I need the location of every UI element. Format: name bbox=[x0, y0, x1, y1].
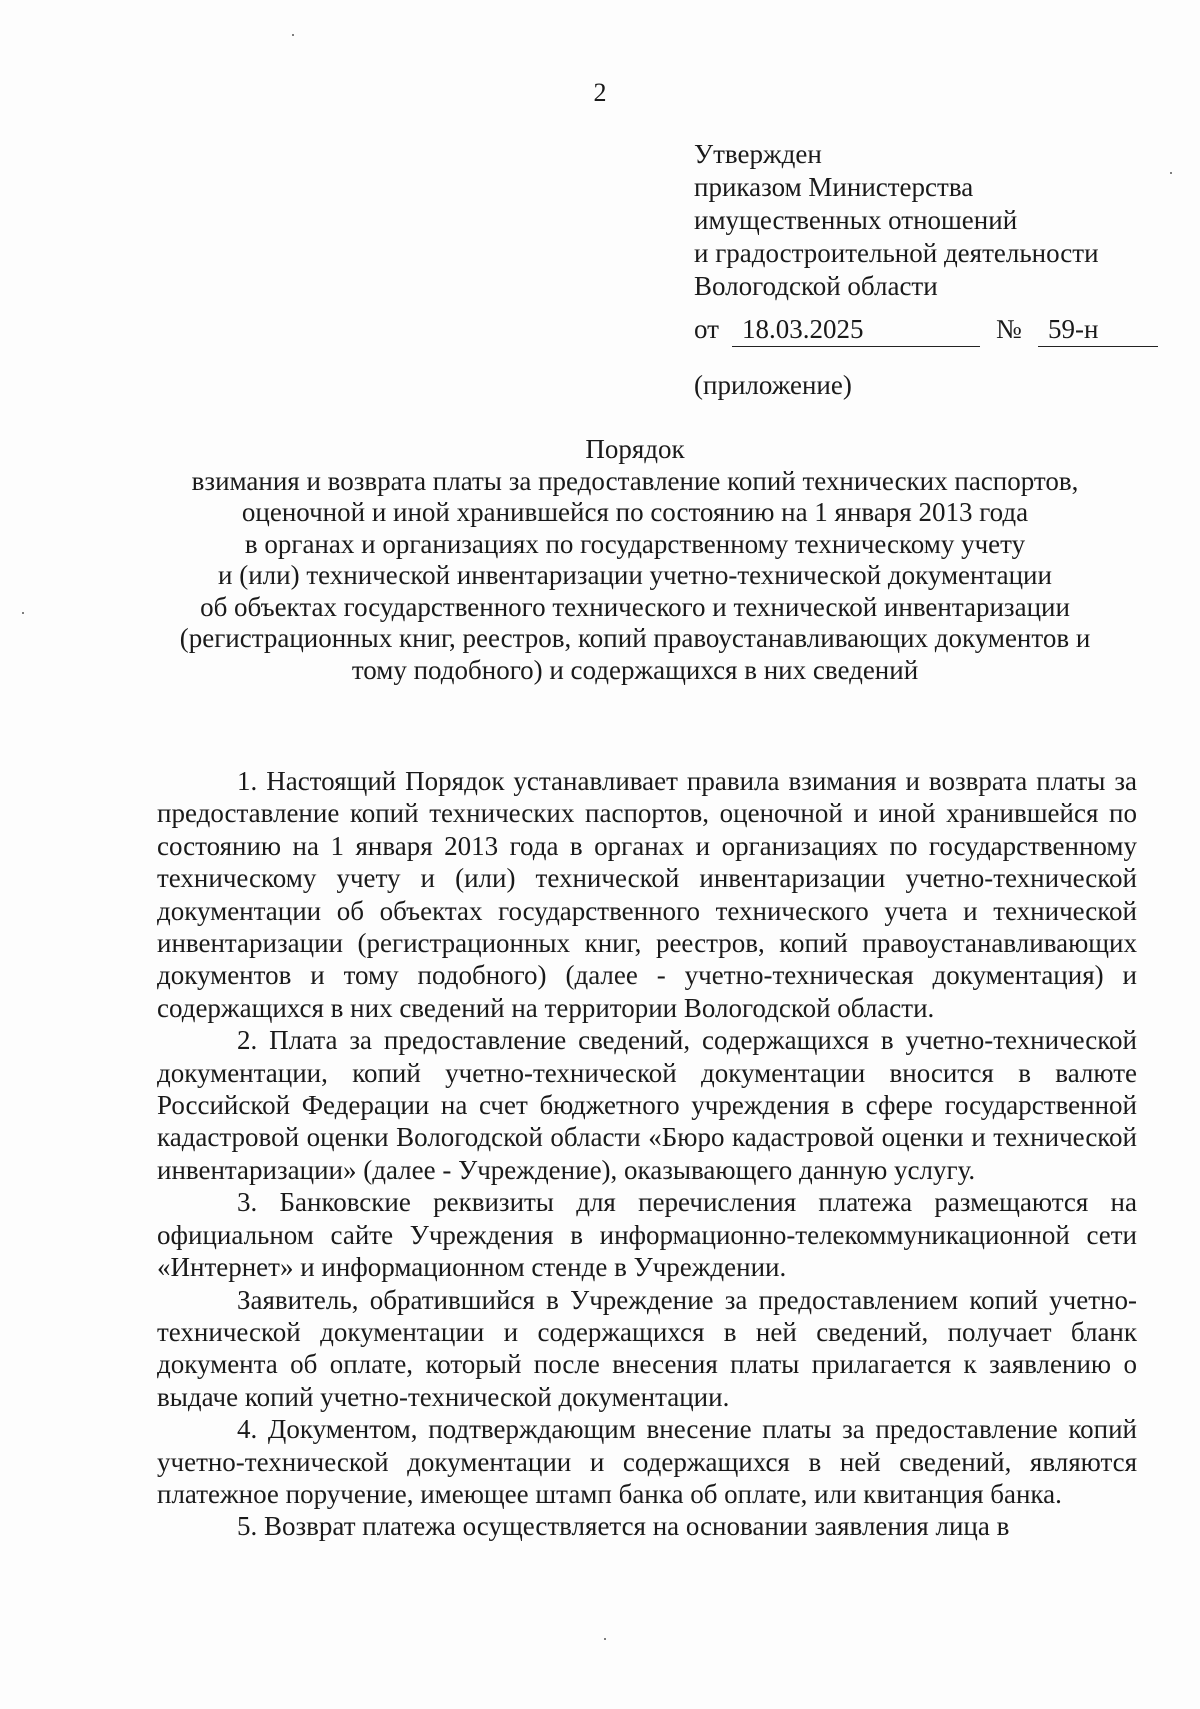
paragraph-5: 5. Возврат платежа осуществляется на основании заявления лица в bbox=[237, 1511, 1010, 1542]
title-line: (регистрационных книг, реестров, копий правоустанавливающих документов и bbox=[179, 623, 1091, 653]
from-label: от bbox=[694, 314, 719, 344]
appendix-label: (приложение) bbox=[694, 370, 852, 400]
approval-line: приказом Министерства bbox=[694, 172, 974, 202]
title-line: оценочной и иной хранившейся по состоянию на 1 января 2013 года bbox=[241, 497, 1029, 527]
scan-speck bbox=[22, 612, 24, 614]
page-number: 2 bbox=[593, 78, 607, 107]
title-line: об объектах государственного технического и технической инвентаризации bbox=[200, 591, 1070, 622]
title-heading: Порядок bbox=[585, 434, 685, 464]
order-date: 18.03.2025 bbox=[732, 314, 980, 347]
paragraph-3: 3. Банковские реквизиты для перечисления платежа размещаются на официальном сайте Учреждения в информационно-телекоммуникационной сети «Интернет» и информационном стенде в Учреждении. bbox=[157, 1187, 1137, 1283]
scan-speck bbox=[292, 34, 294, 36]
paragraph-3-continued: Заявитель, обратившийся в Учреждение за предоставлением копий учетно-технической документации и содержащихся в ней сведений, получает бланк документа об оплате, который после внесения платы прилагается к заявлению о выдаче копий учетно-технической документации. bbox=[157, 1284, 1137, 1412]
document-body bbox=[157, 765, 1137, 1543]
paragraph-1: 1. Настоящий Порядок устанавливает правила взимания и возврата платы за предоставление копий технических паспортов, оценочной и иной хранившейся по состоянию на 1 января 2013 года в органах и организациях по государственному техническому учету и (или) технической инвентаризации учетно-технической документации об объектах государственного технического учета и технической инвентаризации (регистрационных книг, реестров, копий правоустанавливающих документов и тому подобного) (далее - учетно-техническая документация) и содержащихся в них сведений на территории Вологодской области. bbox=[157, 766, 1137, 1023]
approval-line: и градостроительной деятельности bbox=[694, 238, 1099, 268]
approval-stamp-block bbox=[694, 138, 1164, 303]
scan-speck bbox=[1170, 172, 1172, 174]
approval-line: Вологодской области bbox=[694, 271, 938, 301]
title-line: тому подобного) и содержащихся в них сведений bbox=[351, 654, 919, 685]
approval-line: Утвержден bbox=[694, 139, 822, 169]
order-number: 59-н bbox=[1038, 314, 1158, 347]
paragraph-4: 4. Документом, подтверждающим внесение платы за предоставление копий учетно-технической документации и содержащихся в ней сведений, являются платежное поручение, имеющее штамп банка об оплате, или квитанция банка. bbox=[157, 1414, 1137, 1509]
title-line: взимания и возврата платы за предоставление копий технических паспортов, bbox=[191, 465, 1079, 496]
document-title bbox=[140, 434, 1130, 686]
paragraph-2: 2. Плата за предоставление сведений, содержащихся в учетно-технической документации, копий учетно-технической документации вносится в валюте Российской Федерации на счет бюджетного учреждения в сфере государственной кадастровой оценки Вологодской области «Бюро кадастровой оценки и технической инвентаризации» (далее - Учреждение), оказывающего данную услугу. bbox=[157, 1025, 1137, 1185]
title-line: и (или) технической инвентаризации учетно-технической документации bbox=[218, 560, 1052, 590]
title-line: в органах и организациях по государственному техническому учету bbox=[244, 528, 1026, 559]
number-label: № bbox=[996, 314, 1022, 344]
approval-line: имущественных отношений bbox=[694, 205, 1018, 235]
order-reference bbox=[694, 314, 1164, 350]
scan-speck bbox=[604, 1638, 606, 1640]
